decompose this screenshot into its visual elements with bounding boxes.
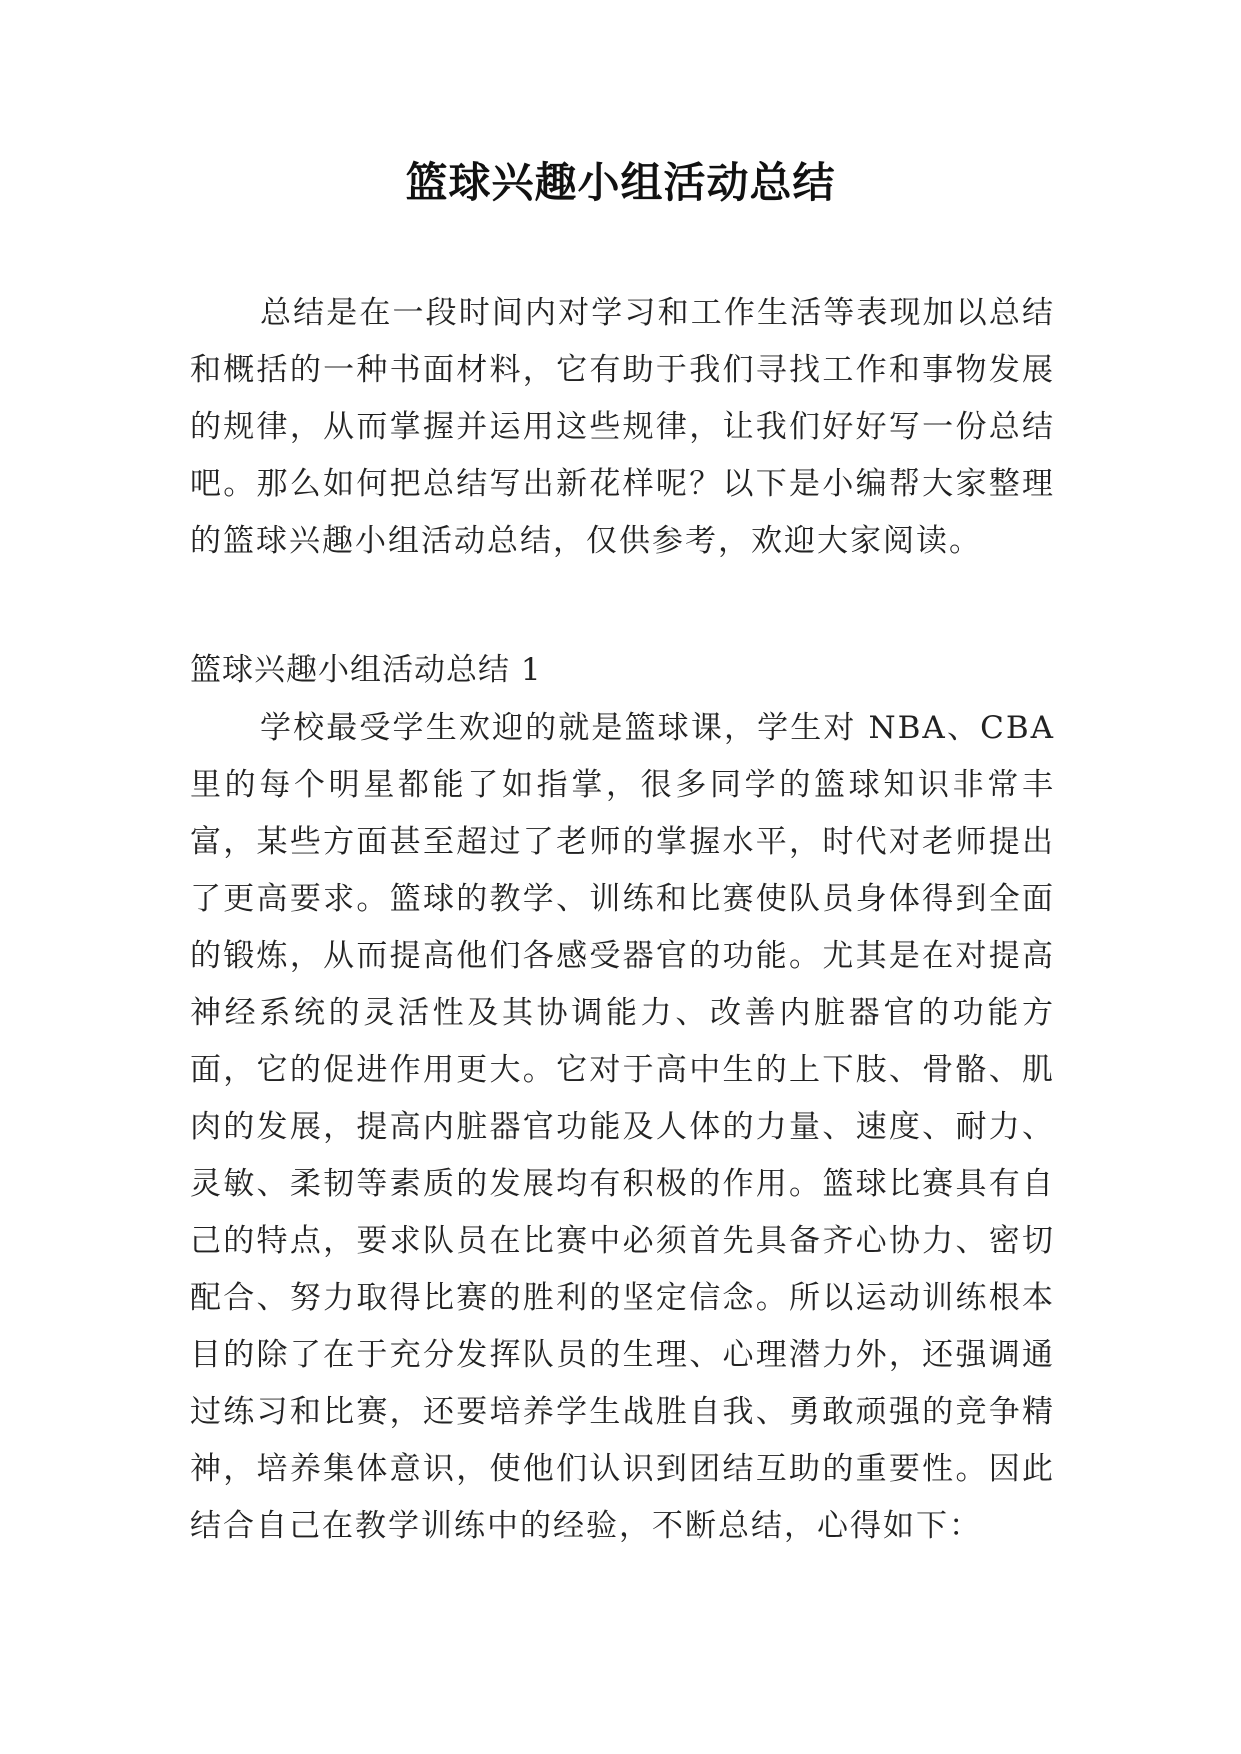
document-title: 篮球兴趣小组活动总结 [405,158,836,207]
section-heading: 篮球兴趣小组活动总结 1 [190,652,542,688]
section-paragraph: 学校最受学生欢迎的就是篮球课，学生对 NBA、CBA 里的每个明星都能了如指掌，很多同学的篮球知识非常丰富，某些方面甚至超过了老师的掌握水平，时代对老师提出了更高要求。篮球的教学、训练和比赛使队员身体得到全面的锻炼，从而提高他们各感受器官的功能。尤其是在对提高神经系统的灵活性及其协调能力、改善内脏器官的功能方面，它的促进作用更大。它对于高中生的上下肢、骨骼、肌肉的发展，提高内脏器官功能及人体的力量、速度、耐力、灵敏、柔韧等素质的发展均有积极的作用。篮球比赛具有自己的特点，要求队员在比赛中必须首先具备齐心协力、密切配合、努力取得比赛的胜利的坚定信念。所以运动训练根本目的除了在于充分发挥队员的生理、心理潜力外，还强调通过练习和比赛，还要培养学生战胜自我、勇敢顽强的竞争精神，培养集体意识，使他们认识到团结互助的重要性。因此结合自己在教学训练中的经验，不断总结，心得如下： [190,710,1055,1544]
intro-paragraph: 总结是在一段时间内对学习和工作生活等表现加以总结和概括的一种书面材料，它有助于我们寻找工作和事物发展的规律，从而掌握并运用这些规律，让我们好好写一份总结吧。那么如何把总结写出新花样呢？以下是小编帮大家整理的篮球兴趣小组活动总结，仅供参考，欢迎大家阅读。 [190,295,1055,559]
